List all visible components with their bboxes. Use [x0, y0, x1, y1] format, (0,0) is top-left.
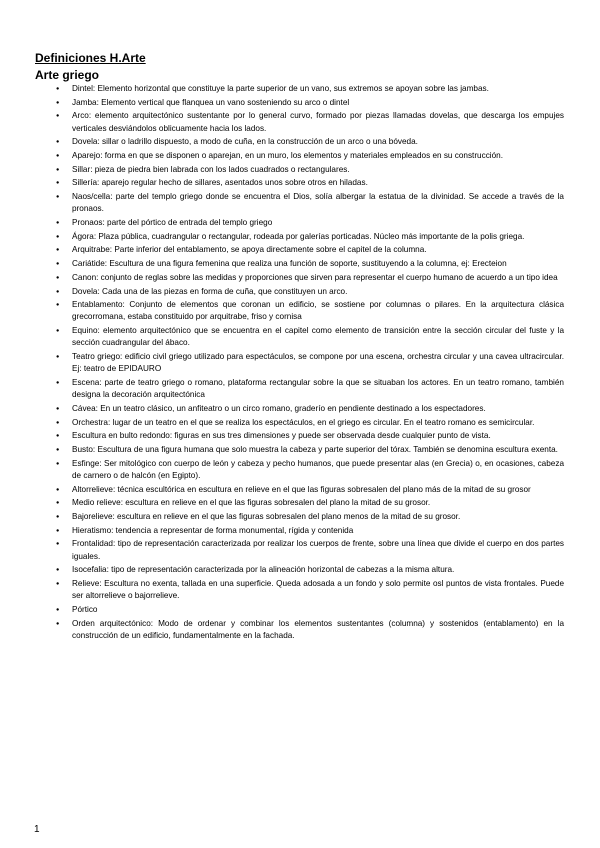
- list-item: ● Dintel: Elemento horizontal que constituye la parte superior de un vano, sus extremos se apoyan sobre las jambas.: [72, 83, 564, 95]
- list-item: ● Dovela: sillar o ladrillo dispuesto, a modo de cuña, en la construcción de un arco o una bóveda.: [72, 136, 564, 148]
- list-item: ● Bajorelieve: escultura en relieve en el que las figuras sobresalen del plano menos de la mitad de su grosor.: [72, 511, 564, 523]
- list-item: ● Escultura en bulto redondo: figuras en sus tres dimensiones y puede ser observada desde cualquier punto de vista.: [72, 430, 564, 442]
- list-item: ● Isocefalia: tipo de representación caracterizada por la alineación horizontal de cabezas a la misma altura.: [72, 564, 564, 576]
- list-item: ● Esfinge: Ser mitológico con cuerpo de león y cabeza y pecho humanos, que puede presentar alas (en Grecia) o, en ocasiones, cabeza de carnero o de halcón (en Egipto).: [72, 458, 564, 482]
- list-item: ● Naos/cella: parte del templo griego donde se encuentra el Dios, solía albergar la estatua de la divinidad. Se accede a través de la pronaos.: [72, 191, 564, 215]
- list-item: ● Jamba: Elemento vertical que flanquea un vano sosteniendo su arco o dintel: [72, 97, 564, 109]
- list-item: ● Escena: parte de teatro griego o romano, plataforma rectangular sobre la que se situaban los actores. En un teatro romano, también designa la decoración arquitectónica: [72, 377, 564, 401]
- list-item: ● Medio relieve: escultura en relieve en el que las figuras sobresalen del plano la mitad de su grosor.: [72, 497, 564, 509]
- list-item: ● Entablamento: Conjunto de elementos que coronan un edificio, se sostiene por columnas o pilares. En la arquitectura clásica grecorromana, estaba constituido por arquitrabe, friso y cornisa: [72, 299, 564, 323]
- list-item: ● Equino: elemento arquitectónico que se encuentra en el capitel como elemento de transición entre la sección circular del fuste y la sección cuadrangular del ábaco.: [72, 325, 564, 349]
- list-item: ● Cávea: En un teatro clásico, un anfiteatro o un circo romano, graderío en pendiente destinado a los espectadores.: [72, 403, 564, 415]
- list-item: ● Ágora: Plaza pública, cuadrangular o rectangular, rodeada por galerías porticadas. Núcleo más importante de la polis griega.: [72, 231, 564, 243]
- list-item: ● Relieve: Escultura no exenta, tallada en una superficie. Queda adosada a un fondo y solo permite osl puntos de vista frontales. Puede ser altorrelieve o bajorrelieve.: [72, 578, 564, 602]
- list-item: ● Pórtico: [72, 604, 564, 616]
- document-title: Definiciones H.Arte: [35, 51, 146, 65]
- list-item: ● Canon: conjunto de reglas sobre las medidas y proporciones que sirven para representar el cuerpo humano de acuerdo a un tipo idea: [72, 272, 564, 284]
- list-item: ● Orden arquitectónico: Modo de ordenar y combinar los elementos sustentantes (columna) y sostenidos (entablamento) en la construcción de un edificio, fundamentalmente en la fachada.: [72, 618, 564, 642]
- list-item: ● Cariátide: Escultura de una figura femenina que realiza una función de soporte, sustituyendo a la columna, ej: Erecteion: [72, 258, 564, 270]
- list-item: ● Pronaos: parte del pórtico de entrada del templo griego: [72, 217, 564, 229]
- section-heading: Arte griego: [35, 68, 100, 82]
- list-item: ● Sillar: pieza de piedra bien labrada con los lados cuadrados o rectangulares.: [72, 164, 564, 176]
- list-item: ● Dovela: Cada una de las piezas en forma de cuña, que constituyen un arco.: [72, 286, 564, 298]
- definitions-list: [0, 83, 600, 644]
- list-item: ● Arquitrabe: Parte inferior del entablamento, se apoya directamente sobre el capitel de la columna.: [72, 244, 564, 256]
- list-item: ● Sillería: aparejo regular hecho de sillares, asentados unos sobre otros en hiladas.: [72, 177, 564, 189]
- list-item: ● Frontalidad: tipo de representación caracterizada por realizar los cuerpos de frente, sobre una línea que divide el cuerpo en dos partes iguales.: [72, 538, 564, 562]
- list-item: ● Arco: elemento arquitectónico sustentante por lo general curvo, formado por piezas llamadas dovelas, que descarga los empujes verticales desviándolos oblicuamente hacia los lados.: [72, 110, 564, 134]
- page-number: 1: [34, 824, 40, 835]
- list-item: ● Hieratismo: tendencia a representar de forma monumental, rígida y contenida: [72, 525, 564, 537]
- list-item: ● Busto: Escultura de una figura humana que solo muestra la cabeza y parte superior del tórax. También se denomina escultura exenta.: [72, 444, 564, 456]
- list-item: ● Orchestra: lugar de un teatro en el que se realiza los espectáculos, en el griego es circular. En el teatro romano es semicircular.: [72, 417, 564, 429]
- list-item: ● Teatro griego: edificio civil griego utilizado para espectáculos, se compone por una escena, orchestra circular y una cavea ultracircular. Ej: teatro de EPIDAURO: [72, 351, 564, 375]
- list-item: ● Aparejo: forma en que se disponen o aparejan, en un muro, los elementos y materiales empleados en su construcción.: [72, 150, 564, 162]
- list-item: ● Altorrelieve: técnica escultórica en escultura en relieve en el que las figuras sobresalen del plano más de la mitad de su grosor: [72, 484, 564, 496]
